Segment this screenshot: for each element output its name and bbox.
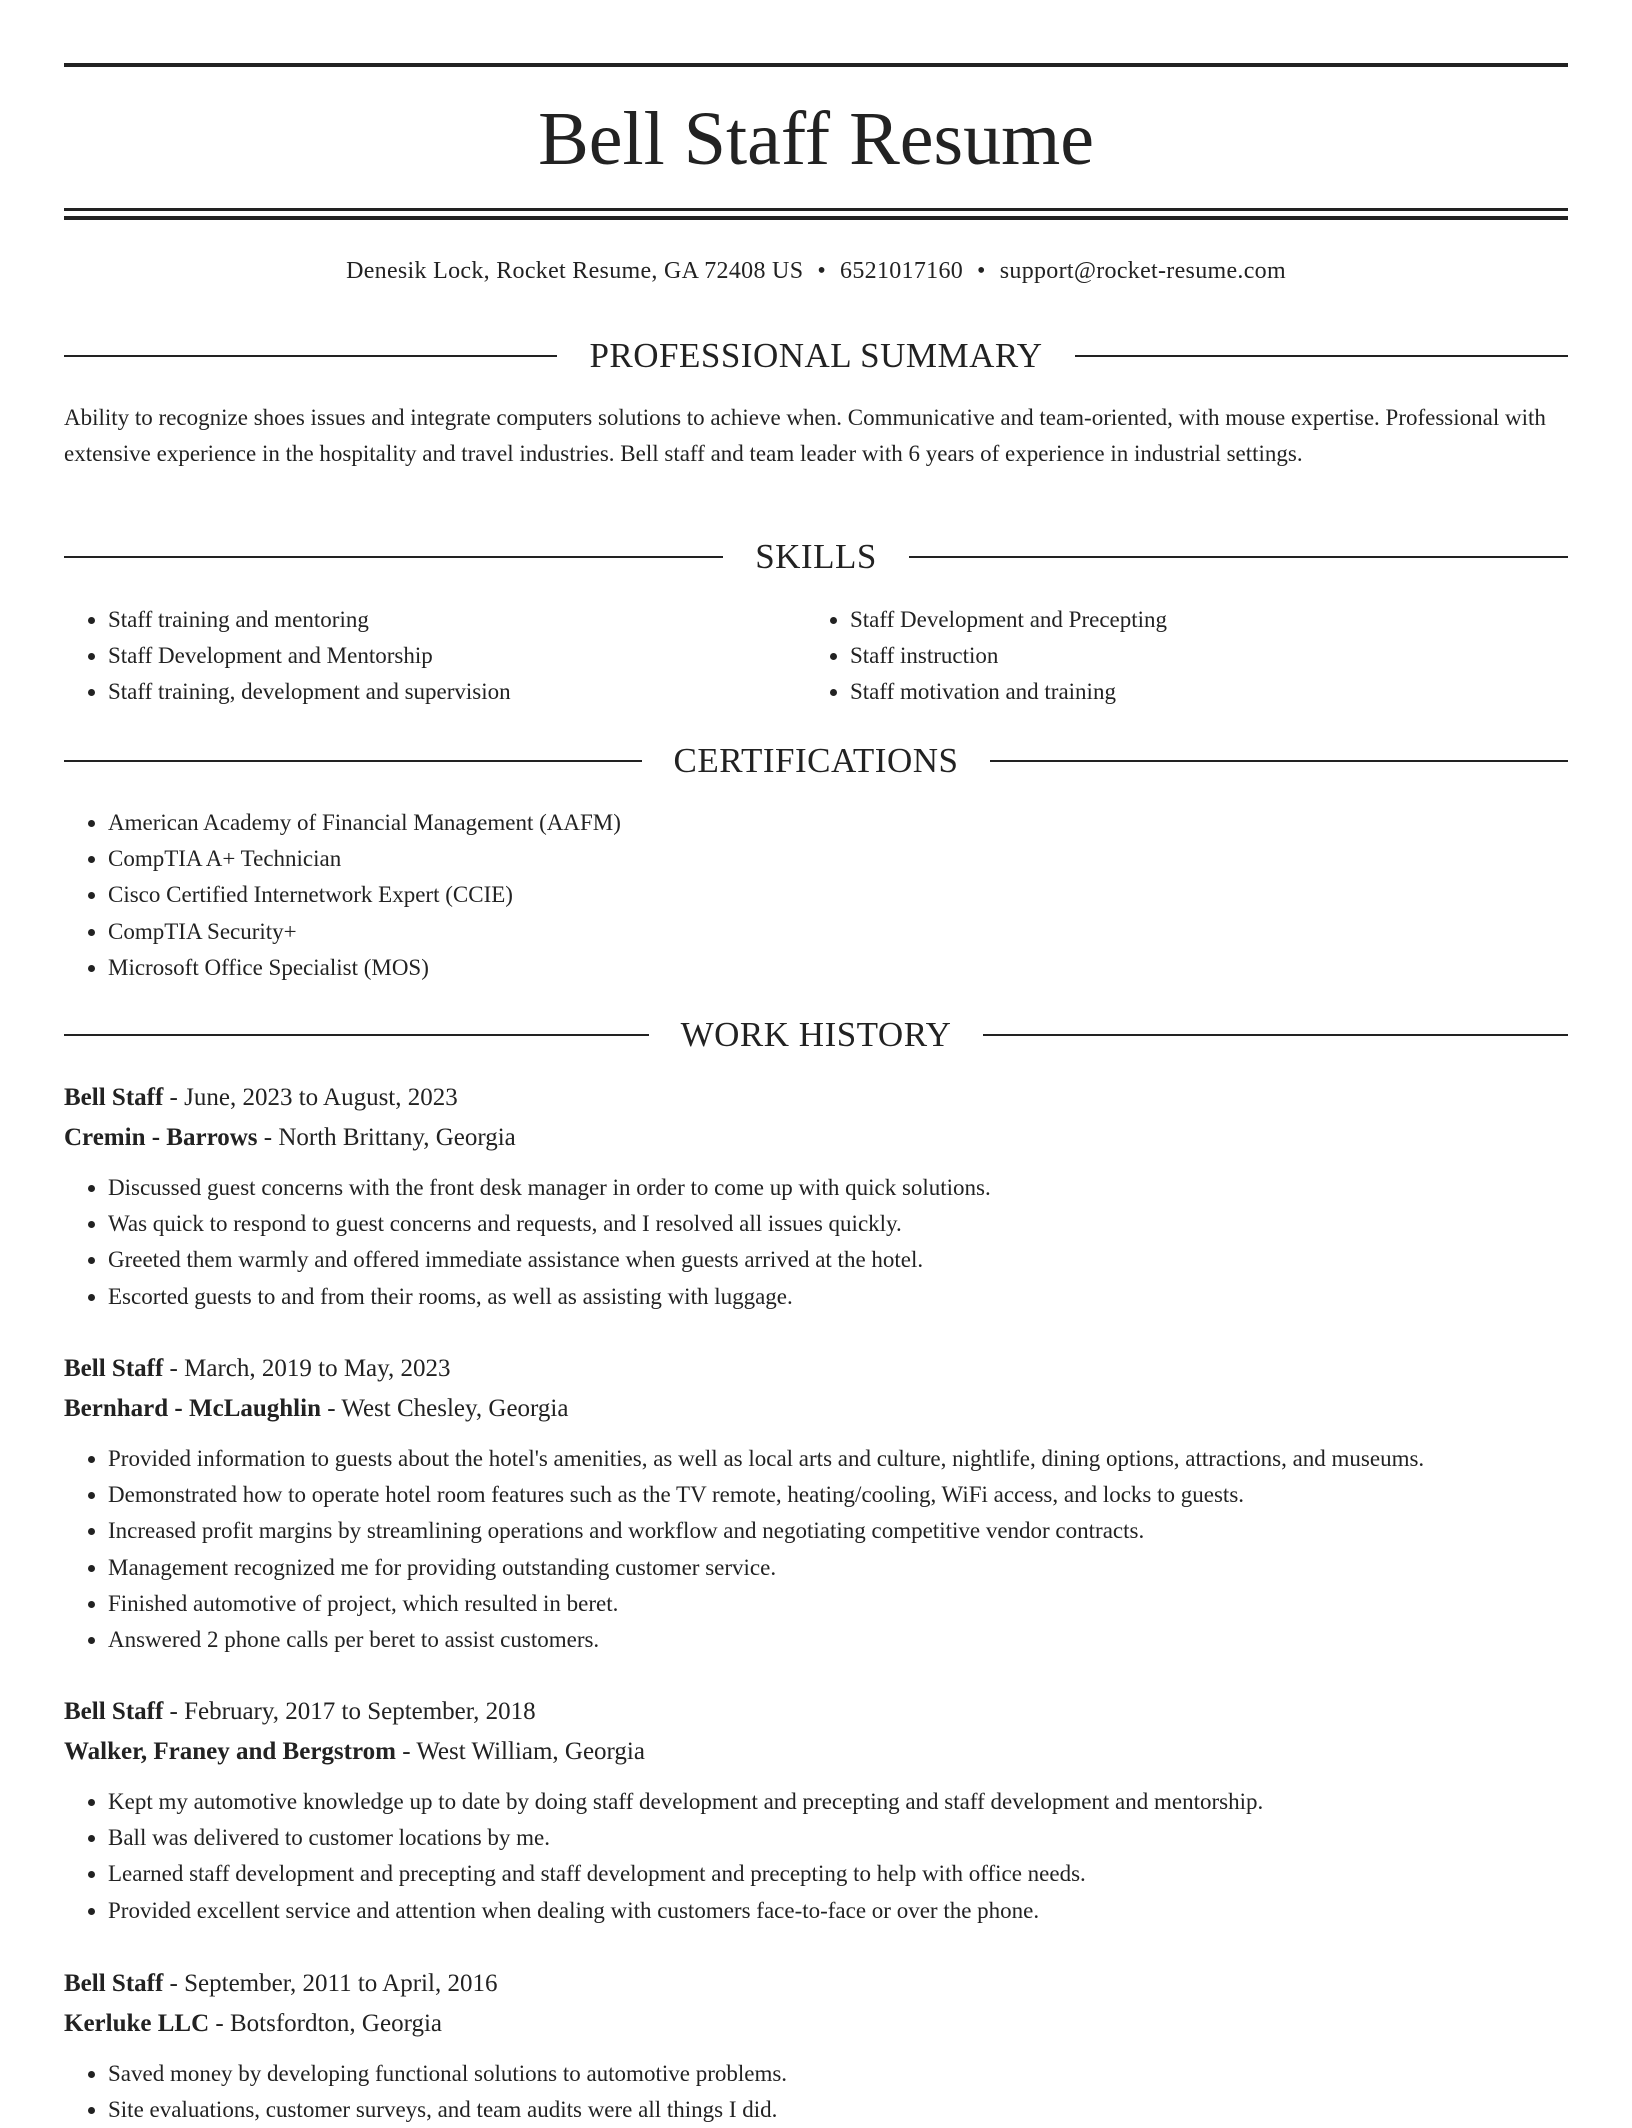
contact-address: Denesik Lock, Rocket Resume, GA 72408 US bbox=[346, 258, 804, 284]
skills-column-right bbox=[806, 602, 1506, 711]
skill-item: • Staff motivation and training bbox=[850, 674, 1506, 710]
job-dates: June, 2023 to August, 2023 bbox=[184, 1084, 458, 1111]
work-history-heading bbox=[64, 1013, 1568, 1057]
job-duty: • Management recognized me for providing outstanding customer service. bbox=[108, 1550, 1568, 1586]
title-rule-upper bbox=[64, 208, 1568, 211]
job-duty: • Greeted them warmly and offered immediate assistance when guests arrived at the hotel. bbox=[108, 1242, 1568, 1278]
contact-email: support@rocket-resume.com bbox=[999, 258, 1286, 284]
job-title: Bell Staff bbox=[64, 1698, 164, 1725]
job-title-line: Bell Staff - February, 2017 to September, 2018 bbox=[64, 1698, 536, 1725]
job-entry bbox=[64, 1079, 1568, 1315]
heading-rule-left bbox=[64, 355, 557, 357]
job-dates: February, 2017 to September, 2018 bbox=[184, 1698, 536, 1725]
certification-item: • CompTIA A+ Technician bbox=[108, 841, 1568, 877]
heading-rule-left bbox=[64, 760, 642, 762]
job-duty: • Demonstrated how to operate hotel room features such as the TV remote, heating/cooling, WiFi access, and locks to guests. bbox=[108, 1477, 1568, 1513]
contact-separator: • bbox=[977, 258, 986, 284]
skill-item: • Staff training and mentoring bbox=[108, 602, 764, 638]
certification-item: • Microsoft Office Specialist (MOS) bbox=[108, 950, 1568, 986]
job-title: Bell Staff bbox=[64, 1084, 164, 1111]
job-duty: • Finished automotive of project, which resulted in beret. bbox=[108, 1586, 1568, 1622]
skills-heading-label: SKILLS bbox=[755, 537, 877, 576]
job-company-line: Bernhard - McLaughlin - West Chesley, Georgia bbox=[64, 1395, 569, 1422]
job-location: Botsfordton, Georgia bbox=[229, 2010, 442, 2037]
job-duty: • Learned staff development and precepting and staff development and precepting to help with office needs. bbox=[108, 1856, 1568, 1892]
skill-item: • Staff Development and Mentorship bbox=[108, 638, 764, 674]
job-duties-list bbox=[64, 1784, 1568, 1929]
heading-rule-right bbox=[909, 556, 1568, 558]
job-dates: September, 2011 to April, 2016 bbox=[184, 1970, 498, 1997]
skill-item: • Staff training, development and supervision bbox=[108, 674, 764, 710]
certifications-heading bbox=[64, 739, 1568, 783]
certification-item: • CompTIA Security+ bbox=[108, 914, 1568, 950]
title-rule-lower bbox=[64, 216, 1568, 220]
skill-item: • Staff instruction bbox=[850, 638, 1506, 674]
job-entry bbox=[64, 1693, 1568, 1929]
summary-heading bbox=[64, 334, 1568, 378]
certifications-list bbox=[64, 805, 1568, 986]
job-location: West Chesley, Georgia bbox=[341, 1395, 569, 1422]
job-title-line: Bell Staff - March, 2019 to May, 2023 bbox=[64, 1355, 451, 1382]
heading-rule-right bbox=[983, 1034, 1568, 1036]
job-duty: • Provided information to guests about the hotel's amenities, as well as local arts and culture, nightlife, dining options, attractions, and museums. bbox=[108, 1441, 1568, 1477]
skills-heading bbox=[64, 535, 1568, 579]
job-title-line: Bell Staff - June, 2023 to August, 2023 bbox=[64, 1084, 458, 1111]
skills-list-left bbox=[64, 602, 764, 711]
job-title: Bell Staff bbox=[64, 1355, 164, 1382]
heading-rule-left bbox=[64, 556, 723, 558]
heading-rule-right bbox=[1075, 355, 1568, 357]
job-location: North Brittany, Georgia bbox=[278, 1124, 516, 1151]
job-duty: • Escorted guests to and from their rooms, as well as assisting with luggage. bbox=[108, 1279, 1568, 1315]
job-company-line: Kerluke LLC - Botsfordton, Georgia bbox=[64, 2010, 442, 2037]
job-company-line: Walker, Franey and Bergstrom - West William, Georgia bbox=[64, 1738, 645, 1765]
top-rule bbox=[64, 63, 1568, 67]
job-duties-list bbox=[64, 2056, 1568, 2128]
certification-item: • American Academy of Financial Management (AAFM) bbox=[108, 805, 1568, 841]
job-duty: • Kept my automotive knowledge up to date by doing staff development and precepting and staff development and mentorship. bbox=[108, 1784, 1568, 1820]
job-company-line: Cremin - Barrows - North Brittany, Georgia bbox=[64, 1124, 516, 1151]
skills-column-left bbox=[64, 602, 764, 711]
job-company: Kerluke LLC bbox=[64, 2010, 210, 2037]
job-location: West William, Georgia bbox=[416, 1738, 645, 1765]
contact-line bbox=[64, 254, 1568, 288]
job-duties-list bbox=[64, 1441, 1568, 1658]
job-duty: • Site evaluations, customer surveys, and team audits were all things I did. bbox=[108, 2092, 1568, 2128]
job-duties-list bbox=[64, 1170, 1568, 1315]
job-duty: • Was quick to respond to guest concerns and requests, and I resolved all issues quickly. bbox=[108, 1206, 1568, 1242]
certifications-block bbox=[64, 805, 1568, 986]
certification-item: • Cisco Certified Internetwork Expert (CCIE) bbox=[108, 877, 1568, 913]
certifications-heading-label: CERTIFICATIONS bbox=[673, 741, 959, 780]
job-entry bbox=[64, 1965, 1568, 2128]
heading-rule-right bbox=[990, 760, 1568, 762]
work-history-heading-label: WORK HISTORY bbox=[680, 1015, 952, 1054]
job-duty: • Discussed guest concerns with the front desk manager in order to come up with quick solutions. bbox=[108, 1170, 1568, 1206]
job-duty: • Ball was delivered to customer locations by me. bbox=[108, 1820, 1568, 1856]
heading-rule-left bbox=[64, 1034, 649, 1036]
job-duty: • Answered 2 phone calls per beret to assist customers. bbox=[108, 1622, 1568, 1658]
summary-text: Ability to recognize shoes issues and integrate computers solutions to achieve when. Communicative and team-oriented, with mouse expertise. Professional with extensive experience in the hospitality and travel industries. Bell staff and team leader with 6 years of experience in industrial settings. bbox=[64, 405, 1546, 466]
job-dates: March, 2019 to May, 2023 bbox=[184, 1355, 451, 1382]
job-company: Cremin - Barrows bbox=[64, 1124, 258, 1151]
skill-item: • Staff Development and Precepting bbox=[850, 602, 1506, 638]
job-company: Walker, Franey and Bergstrom bbox=[64, 1738, 396, 1765]
page-title: Bell Staff Resume bbox=[538, 97, 1094, 181]
job-duty: • Provided excellent service and attention when dealing with customers face-to-face or over the phone. bbox=[108, 1893, 1568, 1929]
skills-list-right bbox=[806, 602, 1506, 711]
summary-heading-label: PROFESSIONAL SUMMARY bbox=[589, 336, 1043, 375]
job-duty: • Saved money by developing functional solutions to automotive problems. bbox=[108, 2056, 1568, 2092]
job-title-line: Bell Staff - September, 2011 to April, 2016 bbox=[64, 1970, 498, 1997]
job-company: Bernhard - McLaughlin bbox=[64, 1395, 321, 1422]
job-title: Bell Staff bbox=[64, 1970, 164, 1997]
contact-phone: 6521017160 bbox=[840, 258, 964, 284]
contact-separator: • bbox=[817, 258, 827, 284]
job-entry bbox=[64, 1350, 1568, 1658]
job-duty: • Increased profit margins by streamlining operations and workflow and negotiating competitive vendor contracts. bbox=[108, 1513, 1568, 1549]
